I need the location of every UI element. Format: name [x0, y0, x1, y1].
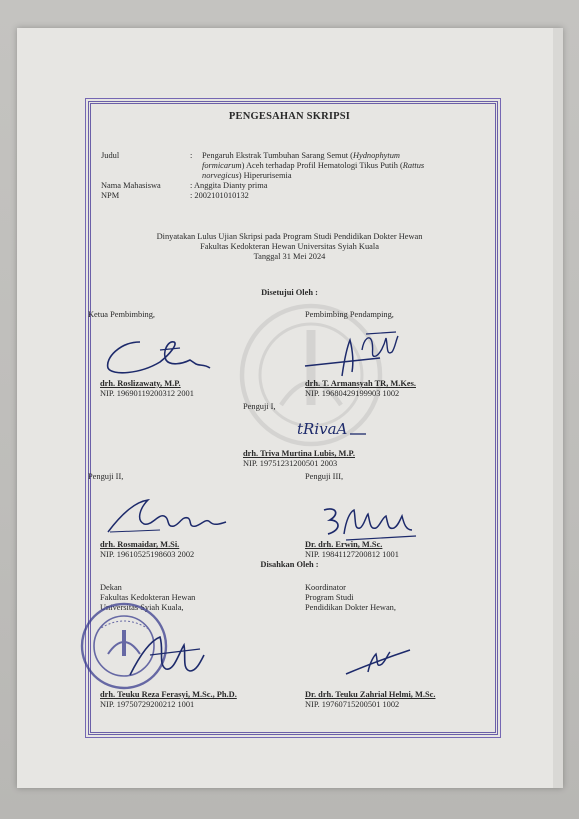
dekan-signature — [120, 625, 210, 685]
ketua-name: drh. Roslizawaty, M.P. — [100, 379, 181, 388]
dekan-name: drh. Teuku Reza Ferasyi, M.Sc., Ph.D. — [100, 690, 237, 699]
judul-line-1: Pengaruh Ekstrak Tumbuhan Sarang Semut (Hydnophytum — [202, 151, 400, 160]
koordinator-role-1: Koordinator — [305, 583, 346, 592]
judul-label: Judul — [101, 151, 120, 160]
penguji1-name: drh. Triva Murtina Lubis, M.P. — [243, 449, 355, 458]
dekan-nip: NIP. 19750729200212 1001 — [100, 700, 195, 709]
npm-label: NPM — [101, 191, 120, 200]
penguji2-nip: NIP. 19610525198603 2002 — [100, 550, 195, 559]
judul-line-3: norvegicus) Hiperurisemia — [202, 171, 292, 180]
ratified-by-heading: Disahkan Oleh : — [260, 560, 319, 569]
ketua-signature — [100, 330, 215, 378]
ketua-nip: NIP. 19690119200312 2001 — [100, 389, 194, 398]
npm-value: : 2002101010132 — [190, 191, 249, 200]
ketua-role: Ketua Pembimbing, — [88, 310, 155, 319]
statement-line-1: Dinyatakan Lulus Ujian Skripsi pada Program Studi Pendidikan Dokter Hewan — [156, 232, 423, 241]
penguji1-signature: tRivaA — [297, 420, 348, 438]
statement-line-3: Tanggal 31 Mei 2024 — [253, 252, 326, 261]
statement-line-2: Fakultas Kedokteran Hewan Universitas Syiah Kuala — [200, 242, 379, 251]
penguji1-nip: NIP. 19751231200501 2003 — [243, 459, 338, 468]
pendamping-role: Pembimbing Pendamping, — [305, 310, 394, 319]
koordinator-signature — [340, 640, 420, 680]
nama-value: : Anggita Dianty prima — [190, 181, 268, 190]
pendamping-nip: NIP. 19680429199903 1002 — [305, 389, 400, 398]
judul-line-2: formicarum) Aceh terhadap Profil Hematologi Tikus Putih (Rattus — [202, 161, 425, 170]
pendamping-name: drh. T. Armansyah TR, M.Kes. — [305, 379, 416, 388]
pendamping-signature — [300, 328, 405, 380]
paper-edge — [553, 28, 563, 788]
koordinator-role-2: Program Studi — [305, 593, 354, 602]
penguji2-signature — [100, 492, 230, 538]
koordinator-role-3: Pendidikan Dokter Hewan, — [305, 603, 396, 612]
penguji3-name: Dr. drh. Erwin, M.Sc. — [305, 540, 383, 549]
penguji1-signature-tail — [348, 430, 368, 438]
koordinator-nip: NIP. 19760715200501 1002 — [305, 700, 400, 709]
koordinator-name: Dr. drh. Teuku Zahrial Helmi, M.Sc. — [305, 690, 436, 699]
dekan-role-1: Dekan — [100, 583, 122, 592]
penguji2-name: drh. Rosmaidar, M.Si. — [100, 540, 180, 549]
document-title: PENGESAHAN SKRIPSI — [228, 111, 351, 122]
dekan-role-3: Universitas Syiah Kuala, — [100, 603, 184, 612]
judul-colon: : — [190, 151, 193, 160]
penguji1-role: Penguji I, — [243, 402, 276, 411]
penguji2-role: Penguji II, — [88, 472, 124, 481]
penguji3-nip: NIP. 19841127200812 1001 — [305, 550, 399, 559]
dekan-role-2: Fakultas Kedokteran Hewan — [100, 593, 196, 602]
penguji3-role: Penguji III, — [305, 472, 344, 481]
nama-label: Nama Mahasiswa — [101, 181, 161, 190]
approved-by-heading: Disetujui Oleh : — [261, 288, 318, 297]
